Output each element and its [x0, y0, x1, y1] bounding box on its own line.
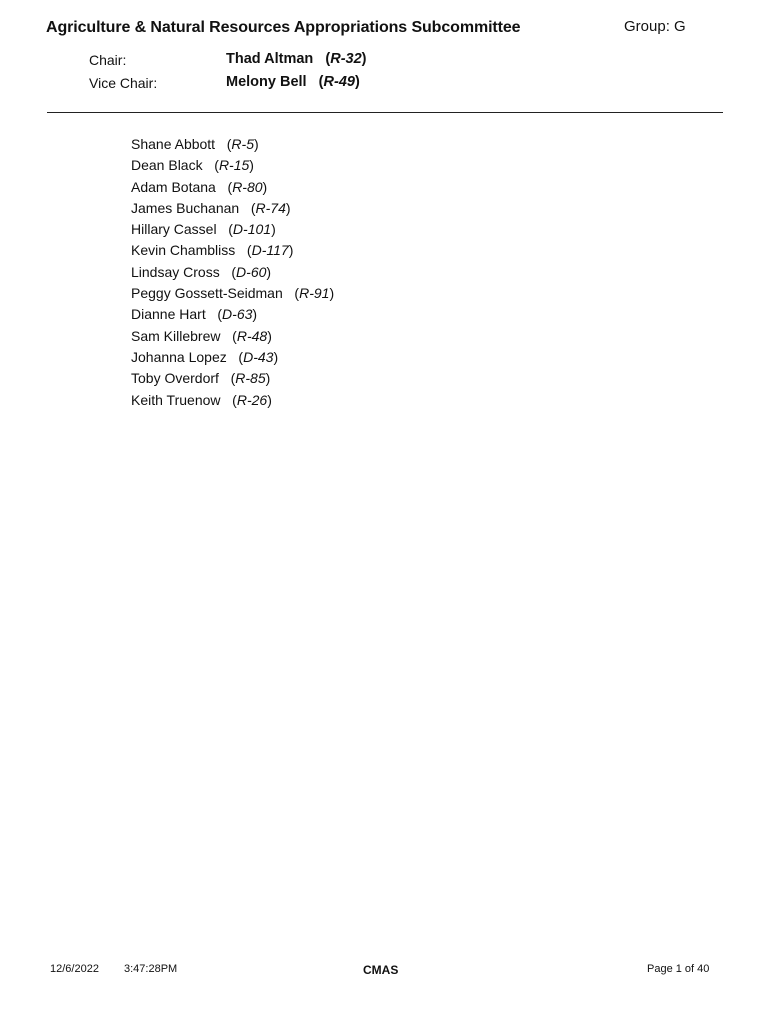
member-list-item: Peggy Gossett-Seidman (R-91)	[131, 285, 335, 302]
member-list-item: Keith Truenow (R-26)	[131, 391, 272, 408]
member-party-district: R-91	[299, 285, 330, 302]
member-list-item: Kevin Chambliss (D-117)	[131, 242, 294, 259]
member-name: Toby Overdorf	[131, 370, 219, 387]
footer-system: CMAS	[363, 963, 399, 977]
chair-name: Thad Altman	[226, 51, 314, 67]
group-label: Group: G	[624, 18, 686, 35]
member-list-item: Toby Overdorf (R-85)	[131, 370, 271, 387]
committee-title: Agriculture & Natural Resources Appropriations Subcommittee	[46, 19, 521, 36]
member-list-item: Adam Botana (R-80)	[131, 178, 268, 195]
member-list-item: Dianne Hart (D-63)	[131, 306, 258, 323]
member-party-district: D-101	[232, 221, 272, 238]
member-name: Hillary Cassel	[131, 221, 217, 238]
member-name: Kevin Chambliss	[131, 242, 236, 259]
member-list-item: Dean Black (R-15)	[131, 157, 254, 174]
member-name: Adam Botana	[131, 178, 216, 195]
member-party-district: D-60	[236, 263, 267, 280]
member-list-item: Hillary Cassel (D-101)	[131, 221, 276, 238]
chair-label: Chair:	[89, 52, 127, 68]
member-list-item: Sam Killebrew (R-48)	[131, 327, 272, 344]
vice-chair-paren-open: (	[318, 74, 324, 90]
member-party-district: R-26	[236, 391, 268, 408]
member-name: Dean Black	[131, 157, 203, 174]
member-list	[131, 134, 334, 411]
member-list-item: Shane Abbott (R-5)	[131, 136, 259, 152]
member-list-item: Lindsay Cross (D-60)	[131, 263, 272, 280]
member-party-district: D-63	[222, 306, 253, 323]
footer-time: 3:47:28PM	[124, 963, 178, 975]
chair-paren-open: (	[325, 51, 331, 67]
footer-date: 12/6/2022	[50, 963, 99, 975]
member-name: Keith Truenow	[131, 391, 221, 408]
member-name: Johanna Lopez	[131, 348, 227, 365]
vice-chair-paren-close: )	[354, 74, 360, 90]
member-party-district: R-48	[236, 327, 268, 344]
member-party-district: R-80	[232, 178, 263, 195]
chair-party-district: R-32	[330, 51, 362, 67]
vice-chair-name: Melony Bell	[226, 74, 307, 90]
vice-chair-label: Vice Chair:	[89, 75, 158, 91]
member-name: Dianne Hart	[131, 306, 206, 323]
member-name: Peggy Gossett-Seidman	[131, 285, 283, 302]
member-party-district: R-15	[218, 157, 250, 174]
header-divider	[47, 112, 723, 113]
vice-chair-party-district: R-49	[323, 74, 355, 90]
member-party-district: R-5	[231, 136, 254, 152]
chair-name-line	[226, 51, 367, 67]
member-name: James Buchanan	[131, 199, 240, 216]
member-party-district: D-43	[243, 348, 274, 365]
member-party-district: R-85	[235, 370, 266, 387]
member-name: Shane Abbott	[131, 136, 216, 152]
member-name: Lindsay Cross	[131, 263, 220, 280]
chair-paren-close: )	[361, 51, 367, 67]
vice-chair-name-line	[226, 74, 360, 90]
member-party-district: R-74	[255, 199, 286, 216]
member-party-district: D-117	[251, 242, 289, 259]
member-name: Sam Killebrew	[131, 327, 221, 344]
member-list-item: James Buchanan (R-74)	[131, 199, 291, 216]
member-list-item: Johanna Lopez (D-43)	[131, 348, 279, 365]
footer-page-number: Page 1 of 40	[647, 963, 710, 975]
